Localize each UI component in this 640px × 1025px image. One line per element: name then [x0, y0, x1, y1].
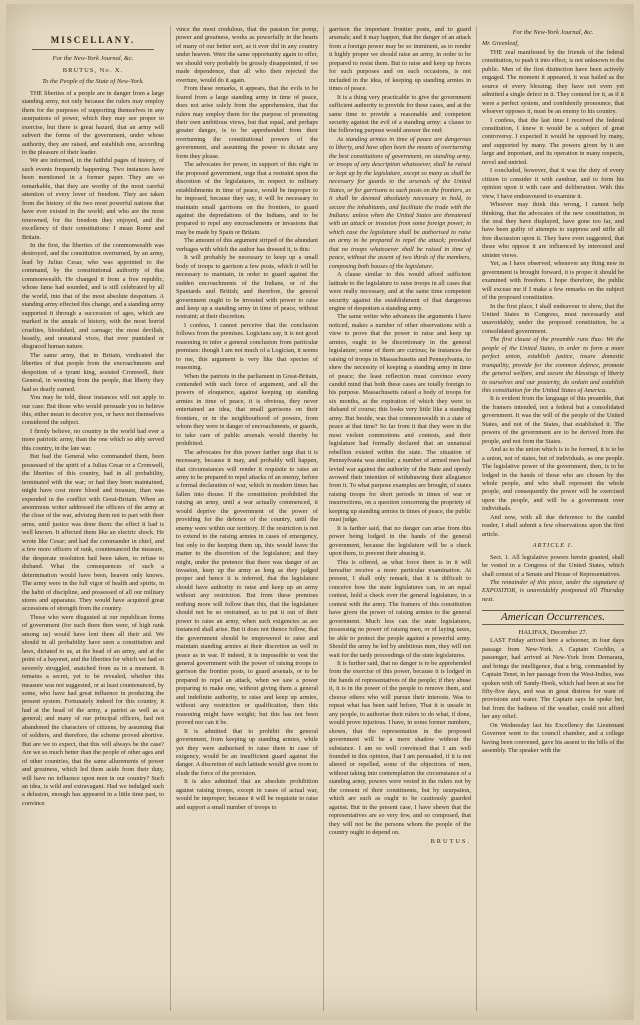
article-paragraph: Sect. 1. All legislative powers herein granted, shall be vested in a Congress of the United States, which shall consist of a Senate and House of Representatives.: [482, 553, 624, 578]
article-paragraph: In the first, the liberties of the commonwealth was destroyed, and the constitution overturned, by an army, lead by Julius Cesar, who was appointed to the command, by the constitutional authority of that commonwealth. He changed it from a free republic, whose fame had sounded, and is still celebrated by all the world, into that of the most absolute despotism. A standing army effected this change, and a standing army supported it through a succession of ages, which are marked in the annals of history, with the most horrid cruelties, bloodshed, and carnage; the most devilish, beastly, and unnatural vices, that ever punished or disgraced human nature.: [22, 241, 164, 351]
article-paragraph: On Wednesday last his Excellency the Lieutenant Governor went to the council chamber, and a college having been convened, gave his assent to the bills of the assembly. The speaker with the: [482, 721, 624, 755]
miscellany-title: MISCELLANY.: [50, 35, 136, 45]
column-2: [176, 26, 318, 1016]
article-paragraph: You may be told, these instances will not apply to our case: But those who would persuade you to believe this, either mean to deceive you, or have not themselves considered the subject.: [22, 394, 164, 427]
article-paragraph: The amount of this argument striped of the abundant verbages with which the author has dressed it, is this:: [176, 237, 318, 253]
article-paragraph: But had the General who commanded them, been possessed of the spirit of a Julius Cesar or a Cromwell, the liberties of this country, had in all probability, terminated with the war; or had they been maintained, might have cost more blood and treasure, than was expended in the conflict with Great-Britain. When an anonimous writer addressed the officers of the army at the close of the war, advising them not to part with their arms, until justice was done them: the effect it had is well known. It affected them like an electric shock. He wrote like Cesar; and had the commander in chief, and a few more officers of rank, countenanced the measure, the desperate resolution had been taken, to refuse to disband. What the consequences of such a determination would have been, heaven only knows. The army were in the full vigor of health and spirits, in the habit of discipline, and possessed of all our military stores and apparatus. They would have acquired great accessions of strength from the country.: [22, 453, 164, 613]
divider: [32, 49, 154, 50]
article-paragraph: It is farther said, that no danger can arise from this power being lodged in the hands of the general government, because the legislature will be a check upon them, to prevent their abusing it.: [329, 524, 471, 558]
signature: BRUTUS.: [430, 837, 471, 845]
article-paragraph: It is admitted that to prohibit the general government, from keeping up standing armies, while yet they were authorised to raise them in case of exigency, would be an insufficient guard against the danger. A discretion of such latitude would give room to elude the force of the provision.: [176, 727, 318, 777]
article-paragraph: The advocates for power, in support of this right in the proposed government, urge that a restraint upon the discretion of the legislatures, in respect to military establishments in time of peace, would be improper to be imposed, because they say, it will be necessary to maintain small garrisons on the frontiers, to guard against the depredations of the Indians, and to be prepared to repel any encroachments or invasions that may be made by Spain or Britain.: [176, 161, 318, 236]
article-paragraph: THE liberties of a people are in danger from a large standing army, not only because the rulers may employ them for the purposes of supporting themselves in any usurpations of power, which they may see proper to exercise, but there is great hazard, that an army will subvert the forms of the government, under whose authority, they are raised, and establish one, according to the pleasure of their leader.: [22, 89, 164, 156]
column-3: [329, 26, 471, 1016]
article-paragraph: And now, with all due deference to the candid reader, I shall submit a few observations upon the first article.: [482, 513, 624, 538]
article-paragraph: It is a thing very practicable to give the government sufficient authority to provide for these cases, and at the same time to provide a reasonable and competent security against the evil of a standing army: a clause to the following purpose would answer the end:: [329, 93, 471, 135]
article-paragraph: It is further said, that no danger is to be apprehended from the exercise of this power, because it is lodged in the hands of representatives of the people; if they abuse it, it is in the power of the people to remove them, and choose others who will pursue their interests. Was to repeat what has been said before, That it is unsafe in any people, to authorise their rulers to do what, if done, would prove injurious. I have, in some former numbers, shown, that the representation in the proposed government will be a mere shadow without the substance. I am so well convinced that I am well founded in this opinion, that I am persuaded, if it is not altered or repelled, some of the objections of men, without taking into contemplation the circumstance of a standing army, powers were vested in the rulers not by the consent of their constituents, but by usurpation, which are such as ought to be cautiously guarded against. But in the present case, I have shewn that the representatives are so very few, and so composed, that they will not be the persons whom the people of the country ought to depend on.: [329, 659, 471, 837]
article-heading: ARTICLE I.: [532, 542, 574, 550]
article-paragraph: garrison the important frontier posts, and to guard arsenals; and it may happen, that the danger of an attack from a foreign power may be so imminent, as to render it highly proper we should raise an army, in order to be prepared to resist them. But to raise and keep up forces for such purposes and on such occasions, is not included in the idea, of keeping up standing armies in times of peace.: [329, 26, 471, 93]
article-paragraph: It will probably be necessary to keep up a small body of troops to garrison a few posts, which it will be necessary to maintain, in order to guard against the sudden encroachments of the Indians, or of the Spaniards and British; and therefore, the general government ought to be invested with power to raise and keep up a standing army in time of peace, without restraint; at their discretion.: [176, 254, 318, 321]
column-4: [482, 26, 624, 1016]
article-paragraph: I concluded, however, that it was the duty of every citizen to consider it with candour, and to form his opinion upon it with care and deliberation. With this view, I have endeavoured to examine it.: [482, 167, 624, 200]
source-line: For the New-York Journal, &c.: [512, 29, 594, 36]
article-paragraph: The advocates for this power farther urge that it is necessary, because it may, and probably will happen, that circumstances will render it requisite to raise an army to be prepared to repel attacks of an enemy, before a formal declaration of war, which in modern times has fallen into disuse. If the constitution prohibited the raising an army, until a war actually commenced, it would deprive the government of the power of providing for the defence of the country, until the enemy were within our territory. If the restriction is not to extend to the raising armies in cases of emergency, but only to the keeping them up, this would leave the matter to the discretion of the legislature; and they might, under the pretence that there was danger of an invasion, keep up the army as long as they judged proper and hence it is inferred, that the legislature should have authority to raise and keep up an army without any restriction. But from these premises nothing more will follow than this, that the legislature should not be so restrained, as to put it out of their power to raise an army, when such exigencies as are instanced shall arise. But it does not thence follow, that the government should be empowered to raise and maintain standing armies at their discretion as well in peace as in war. If indeed, it is impossible to vest the general government with the power of raising troops to garrison the frontier posts, to guard arsenals, or to be prepared to repel an attack, when we saw a power preparing to make one, without giving them a general and indefinite authority, to raise and keep up armies, without any restriction or qualification, then this reasoning might have weight; but this has not been proved nor can it be.: [176, 448, 318, 727]
article-paragraph: In the first place, I shall endeavour to show, that the United States in Congress, must necessarily and unavoidably, under the proposed constitution, be a consolidated government.: [482, 302, 624, 335]
article-paragraph: The first clause of the preamble runs thus: We the people of the United States, in order to form a more perfect union, establish justice, insure domestic tranquility, provide for the common defence, promote the general welfare, and secure the blessings of liberty to ourselves and our posterity, do ordain and establish this constitution for the United States of America.: [482, 336, 624, 395]
column-rule: [323, 26, 324, 1011]
dateline: HALIFAX, December 27.: [518, 628, 588, 636]
article-paragraph: Those who were disgusted at our republican forms of government (for such there then were, of high rank among us) would have lent them all their aid. We should in all probability have seen a constitution and laws, dictated to us, at the head of an army, and at the point of a bayonet, and the liberties for which we had so severely struggled, snatched from us in a moment. It remains a secret, yet to be revealed, whether this measure was not suggested, or at least countenanced, by some, who have had great influence in producing the present system. Fortunately indeed for this country, it had at the head of the army, a patriot as well as a general; and many of our principal officers, had not abandoned the characters of citizens, by assuming that of soldiers, and therefore, the scheme proved abortive. But are we to expect, that this will always be the case? Are we so much better than the people of other ages and of other countries, that the same allurements of power and greatness, which led them aside from their duty, will have no influence upon men in our country? Such an idea, is wild and extravagant. Had we indulged such a delusion, enough has appeared in a little time past, to convince: [22, 613, 164, 807]
article-paragraph: I confess, I cannot perceive that the conclusion follows from the premises. Logicians say, it is not good reasoning to infer a general conclusion from particular premises: though I am not much of a Logician, it seems to me, this argument is very like that species of reasoning.: [176, 321, 318, 372]
article-paragraph: When the patriots in the parliament in Great-Britain, contended with such force of argument, and all the powers of eloquence, against keeping up standing armies in time of peace, it is obvious, they never entertained an idea, that small garrisons on their frontiers, or in the neighbourhood of powers, from whom they were in danger of encroachments, or guards, to take care of public arsenals would thereby be prohibited.: [176, 372, 318, 448]
article-paragraph: The same army, that in Britain, vindicated the liberties of that people from the encroachments and despotism of a tyrant king, assisted Cromwell, their General, in wresting from the people, that liberty they had so dearly earned.: [22, 351, 164, 393]
column-1: [22, 26, 164, 1016]
article-paragraph: THE zeal manifested by the friends of the federal constitution, to push it into effect, is not unknown to the public. Men of the first distinction have been actively engaged. The moment it appeared, it was hailed as the source of every blessing; they have not even yet admitted a single defect in it. They contend for it, as if it were a perfect system, and confidently pronounce, that whoever opposes it, must be an enemy to his country.: [482, 48, 624, 116]
article-paragraph: I firmly believe, no country in the world had ever a more patriotic army, than the one which so ably served this country, in the late war.: [22, 427, 164, 452]
column-rule: [170, 26, 171, 1011]
article-paragraph: vince the most credulous, that the passion for pomp, power and greatness, works as powerfully in the hearts of many of our better sort, as it ever did in any country under heaven. Were the same opportunity again to offer, we should very probably be grossly disappointed, if we made dependence, that all who then rejected the overture, would do it again.: [176, 26, 318, 84]
article-paragraph: It is also admitted that an absolute prohibition against raising troops, except in cases of actual war, would be improper; because it will be requisite to raise and support a small number of troops to: [176, 778, 318, 811]
article-paragraph: I confess, that the last time I received the federal constitution, I knew it would be a subject of great controversy. I expected it would be opposed by many, and supported by many. The powers given by it are large and important, and its operation in many respects, novel and untried.: [482, 116, 624, 166]
salutation: Mr. Greenleaf,: [482, 40, 519, 48]
newspaper-page: [6, 4, 634, 1020]
article-paragraph: Yet, as I have observed, whenever any thing new in government is brought forward, it is proper it should be examined with freedom. I hope therefore, the public will excuse me if I make a few remarks on the subject of the proposed constitution.: [482, 260, 624, 302]
article-paragraph: As standing armies in time of peace are dangerous to liberty, and have often been the means of overturning the best constitutions of government, no standing army, or troops of any description whatsoever, shall be raised or kept up by the legislature, except so many as shall be necessary for guards to the arsenals of the United States, or for garrisons to such posts on the frontiers, as it shall be deemed absolutely necessary to hold, to secure the inhabitants, and facilitate the trade with the Indians: unless when the United States are threatened with an attack or invasion from some foreign power, in which case the legislature shall be authorised to raise an army to be prepared to repel the attack; provided that no troops whatsoever shall be raised in time of peace, without the assent of two thirds of the members, composing both houses of the legislature.: [329, 135, 471, 270]
column-rule: [476, 26, 477, 1011]
article-paragraph: The same writer who advances the arguments I have noticed, makes a number of other observations with a view to prove that the power to raise and keep up armies, ought to be discretionary in the general legislature; some of them are curious; he instances the raising of troops in Massachusetts and Pennsylvania, to shew the necessity of keeping a standing army in time of peace; the least reflection must convince every candid mind that both these cases are totally foreign to his purpose. Massachusetts raised a body of troops for six months, at the expiration of which they were to disband of course; this looks very little like a standing army. But beside, was that commonwealth in a state of peace at that time? So far from it that they were in the most violent commotions and contests, and their legislature had formally declared that an unnatural rebellion existed within the state. The situation of Pennsylvania was similar; a number of armed men had levied war against the authority of the State and openly avowed their intention of withdrawing their allegiance from it. To what purpose examples are brought, of states raising troops for short periods in times of war or insurrections, on a question concerning the propriety of keeping up standing armies in times of peace, the public must judge.: [329, 313, 471, 524]
section-title: American Occurrences.: [482, 610, 624, 624]
address-line: To the People of the State of New-York.: [42, 78, 144, 86]
article-paragraph: This is offered, as what force there is in it will hereafter receive a more particular examination. At present, I shall only remark, that it is difficult to conceive how the state legislatures can, in an equal contest, hold a check over the general legislature, in a contest with the army. The framers of this constitution have given the power of raising armies to the general government. Much less can the state legislatures, possessing no power of raising men, or of laying taxes, be able to protect the people against a powerful army. Should the army be led by ambitious men, they will not wait for the tardy proceedings of the state legislatures.: [329, 558, 471, 659]
editor-note: The remainder of this piece, under the signature of EXPOSITOR, is unavoidably postponed till Thursday next.: [482, 579, 624, 603]
article-paragraph: LAST Friday arrived here a schooner, in four days passage from New-York. A Captain Cochlin, a passenger, had arrived at New-York from Demarara, and brings the intelligence, that a brig, commanded by Captain Tenet, in her passage from the West-Indies, was spoken with off Sandy-Hook, which had been at sea for fifty-five days, and was in great distress for want of provisions and water. The Captain says he spoke her, but from the badness of the weather, could not afford her any relief.: [482, 637, 624, 721]
article-paragraph: From these remarks, it appears, that the evils to be feared from a large standing army in time of peace, does not arise solely from the apprehension, that the rulers may employ them for the purpose of promoting their own ambitious views, but that equal, and perhaps greater danger, is to be apprehended from their overturning the constitutional powers of the government, and assuming the power to dictate any form they please.: [176, 85, 318, 160]
article-paragraph: Whoever may think this wrong, I cannot help thinking, that the advocates of the new constitution, in the zeal they have displayed, have gone too far, and have been guilty of attempts to suppress and stifle all free discussion upon it. They have even suggested, that those who oppose it are influenced by interested and sinister views.: [482, 201, 624, 259]
byline: BRUTUS, No. X.: [62, 66, 124, 74]
article-paragraph: It is evident from the language of this preamble, that the framers intended, not a federal but a consolidated government. It was the will of the people of the United States, and not of the States, that established it. The powers of the government are to be derived from the people, and not from the States.: [482, 395, 624, 445]
article-paragraph: A clause similar to this would afford sufficient latitude to the legislature to raise troops in all cases that were really necessary, and at the same time competent security against the establishment of that dangerous engine of despotism a standing army.: [329, 271, 471, 312]
article-paragraph: And as to the union which is to be formed, it is to be a union, not of states, but of individuals, as one people. The legislative power of the government, then, is to be lodged in the hands of those who are chosen by the whole people, and who shall represent the whole people, and consequently the power will be exercised upon the people, and will be a government over individuals.: [482, 446, 624, 513]
article-paragraph: We are informed, in the faithful pages of history, of such events frequently happening. Two instances have been mentioned in a former paper. They are so remarkable, that they are worthy of the most careful attention of every lover of freedom. They are taken from the history of the two most powerful nations that have ever existed in the world; and who are the most renowned, for the freedom they enjoyed, and the excellency of their constitutions: I mean Rome and Britain.: [22, 157, 164, 241]
source-line: For the New-York Journal, &c.: [52, 55, 134, 63]
